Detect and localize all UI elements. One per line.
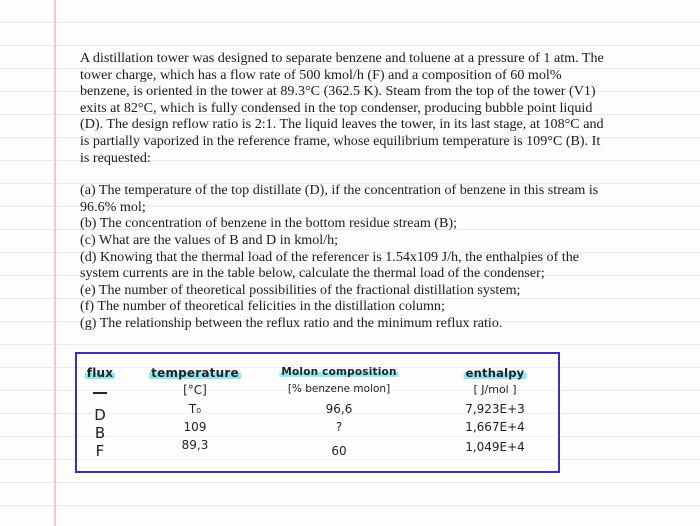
row-f-temperature: 89,3 [181,438,209,452]
task-f: (f) The number of theoretical felicities in the distillation column; [80,298,445,315]
task-b: (b) The concentration of benzene in the bottom residue stream (B); [80,215,458,232]
task-d: (d) Knowing that the thermal load of the referencer is 1.54x109 J/h, the enthalpies of the system currents are in the table below, calculate the thermal load of the condenser; [80,248,579,282]
row-d-temperature: T₀ [188,402,202,416]
row-b-flux: B [94,424,106,442]
header-composition-unit: [% benzene molon] [287,383,391,395]
row-d-enthalpy: 7,923E+3 [465,402,525,416]
task-list [80,182,608,331]
task-e: (e) The number of theoretical possibilities of the fractional distillation system; [80,281,521,298]
header-enthalpy-unit: [ J/mol ] [473,383,517,396]
problem-statement [80,50,608,332]
row-f-composition: 60 [331,444,347,458]
row-f-enthalpy: 1,049E+4 [465,440,525,454]
header-enthalpy: enthalpy [465,366,525,380]
row-b-enthalpy: 1,667E+4 [465,420,525,434]
row-d-composition: 96,6 [325,402,353,416]
row-f-flux: F [95,442,105,460]
header-divider [93,392,107,394]
enthalpy-table [75,352,560,473]
problem-intro: A distillation tower was designed to separate benzene and toluene at a pressure of 1 atm. The tower charge, which has a flow rate of 500 kmol/h (F) and a composition of 60 mol% benzene, is oriented in the tower at 89.3°C (362.5 K). Steam from the top of the tower (V1) exits at 82°C, which is fully condensed in the top condenser, producing bubble point liquid (D). The design reflow ratio is 2:1. The liquid leaves the tower, in its last stage, at 108°C and is partially vaporized in the reference frame, whose equilibrium temperature is 109°C (B). It is requested: [80,50,604,166]
row-b-temperature: 109 [183,420,207,434]
task-g: (g) The relationship between the reflux ratio and the minimum reflux ratio. [80,314,503,331]
task-c: (c) What are the values of B and D in kmol/h; [80,231,339,248]
row-b-composition: ? [335,420,343,434]
header-composition: Molon composition [281,366,397,378]
header-flux: flux [86,366,114,380]
task-a: (a) The temperature of the top distillate (D), if the concentration of benzene in this stream is 96.6% mol; [80,182,599,215]
row-d-flux: D [94,406,106,424]
header-temperature: temperature [151,366,239,380]
header-temperature-unit: [°C] [183,383,207,397]
